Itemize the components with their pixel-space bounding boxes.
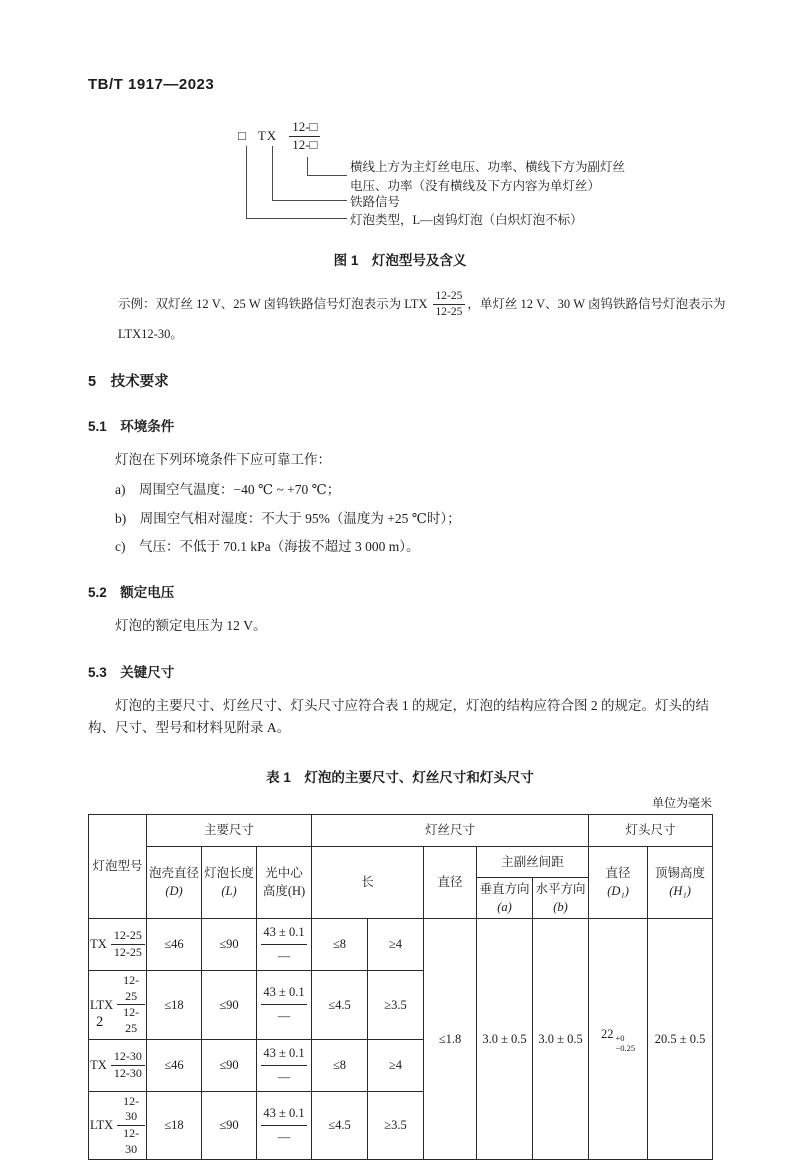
col-header-filament-length: 长	[312, 846, 424, 918]
table1-caption: 表 1 灯泡的主要尺寸、灯丝尺寸和灯头尺寸	[266, 769, 534, 785]
cell-length-main: ≤4.5	[312, 971, 368, 1039]
col-header-vertical-spacing	[477, 877, 533, 918]
model-fraction: $\frac{12-30}{12-30}$	[111, 1049, 145, 1081]
cell-length-main: ≤8	[312, 1039, 368, 1091]
cell-light-center-height: 43 ± 0.1 —	[257, 918, 312, 970]
example-line2: LTX12-30。	[118, 326, 183, 341]
cell-tip-height: 20.5 ± 0.5	[648, 918, 713, 1159]
section-5-2-body: 灯泡的额定电压为 12 V。	[115, 617, 267, 633]
example-line1	[118, 289, 726, 320]
group-header-cap-dimensions: 灯头尺寸	[589, 814, 713, 846]
cell-length-main: ≤8	[312, 918, 368, 970]
cell-length-sub: ≥4	[368, 918, 424, 970]
table1	[88, 814, 713, 1160]
label-lamp-type: 灯泡类型，L—卤钨灯泡（白炽灯泡不标）	[350, 213, 583, 227]
header-tip-var: (H₁)	[669, 884, 691, 899]
cell-model	[89, 1039, 147, 1091]
section-5-3-heading: 5.3 关键尺寸	[88, 665, 175, 681]
col-header-tip-height	[648, 846, 713, 918]
cell-length-sub: ≥4	[368, 1039, 424, 1091]
cell-length-sub: ≥3.5	[368, 1091, 424, 1159]
header-horiz-var: (b)	[553, 899, 568, 914]
header-lcl-var: 高度(H)	[262, 884, 306, 899]
cell-filament-diameter: ≤1.8	[424, 918, 477, 1159]
condition-item-b: b) 周围空气相对湿度：不大于 95%（温度为 +25 ℃时）；	[115, 510, 461, 526]
section-5-3-body: 灯泡的主要尺寸、灯丝尺寸、灯头尺寸应符合表 1 的规定，灯泡的结构应符合图 2 的规定。灯头的结构、尺寸、型号和材料见附录 A。	[88, 698, 709, 736]
section-5-1-intro: 灯泡在下列环境条件下应可靠工作：	[115, 451, 331, 467]
model-fraction: $\frac{12-25}{12-25}$	[117, 973, 145, 1036]
section-5-2-heading: 5.2 额定电压	[88, 584, 175, 600]
col-header-filament-spacing: 主副丝间距	[477, 846, 589, 877]
tolerance-stack: +0 −0.25	[615, 1032, 636, 1053]
figure1-diagram	[238, 113, 712, 235]
header-shell-dia-zh: 泡壳直径	[148, 866, 199, 881]
condition-item-a: a) 周围空气温度：−40 ℃ ~ +70 ℃；	[115, 482, 341, 498]
header-vert-zh: 垂直方向	[479, 881, 530, 896]
header-tip-zh: 顶锡高度	[655, 866, 706, 881]
cell-cap-diameter: 22 +0 −0.25	[589, 918, 648, 1159]
example-text-2: ，单灯丝 12 V、30 W 卤钨铁路信号灯泡表示为	[467, 297, 726, 312]
model-prefix: LTX	[90, 1118, 114, 1133]
header-bulb-len-zh: 灯泡长度	[203, 866, 254, 881]
group-header-filament-dimensions: 灯丝尺寸	[312, 814, 589, 846]
cell-horizontal-spacing: 3.0 ± 0.5	[533, 918, 589, 1159]
header-vert-var: (a)	[497, 899, 512, 914]
table-header-row-2	[89, 846, 713, 877]
cell-length-main: ≤4.5	[312, 1091, 368, 1159]
header-cap-dia-var: (D₁)	[607, 884, 629, 899]
col-header-shell-diameter	[147, 846, 202, 918]
label-filament-voltage-power	[350, 158, 625, 197]
cell-bulb-length: ≤90	[202, 918, 257, 970]
cell-shell-diameter: ≤46	[147, 1039, 202, 1091]
col-header-cap-diameter	[589, 846, 648, 918]
cell-length-sub: ≥3.5	[368, 971, 424, 1039]
example-fraction	[433, 289, 466, 320]
header-cap-dia-zh: 直径	[605, 866, 631, 881]
group-header-main-dimensions: 主要尺寸	[147, 814, 312, 846]
cell-model	[89, 1091, 147, 1159]
table-row	[89, 918, 713, 970]
page-number: 2	[96, 1014, 104, 1030]
header-horiz-zh: 水平方向	[535, 881, 586, 896]
cell-shell-diameter: ≤18	[147, 1091, 202, 1159]
col-header-bulb-length	[202, 846, 257, 918]
table1-unit-note: 单位为毫米	[651, 795, 712, 810]
cell-light-center-height: 43 ± 0.1 —	[257, 1039, 312, 1091]
cell-shell-diameter: ≤46	[147, 918, 202, 970]
fraction-numerator: 12-□	[289, 119, 320, 137]
condition-item-c: c) 气压：不低于 70.1 kPa（海拔不超过 3 000 m）。	[115, 539, 420, 555]
cell-bulb-length: ≤90	[202, 971, 257, 1039]
table-header-row-1	[89, 814, 713, 846]
col-header-light-center-height	[257, 846, 312, 918]
cell-bulb-length: ≤90	[202, 1091, 257, 1159]
header-lcl-zh: 光中心	[265, 866, 303, 881]
col-header-model: 灯泡型号	[89, 814, 147, 918]
model-prefix: TX	[90, 1058, 107, 1073]
example-fraction-numerator: 12-25	[433, 289, 466, 305]
fraction-denominator: 12-□	[292, 136, 318, 152]
cell-shell-diameter: ≤18	[147, 971, 202, 1039]
col-header-horizontal-spacing	[533, 877, 589, 918]
example-text-1: 示例：双灯丝 12 V、25 W 卤钨铁路信号灯泡表示为 LTX	[118, 297, 431, 312]
col-header-filament-diameter: 直径	[424, 846, 477, 918]
cell-vertical-spacing: 3.0 ± 0.5	[477, 918, 533, 1159]
model-prefix: TX	[90, 937, 107, 952]
figure1-caption: 图 1 灯泡型号及含义	[333, 253, 467, 268]
model-prefix: LTX	[90, 997, 114, 1012]
model-prefix: TX	[257, 128, 278, 144]
header-bulb-len-var: (L)	[221, 884, 237, 899]
cell-bulb-length: ≤90	[202, 1039, 257, 1091]
section-5-heading: 5 技术要求	[88, 373, 169, 390]
doc-number: TB/T 1917—2023	[88, 76, 215, 93]
header-shell-dia-var: (D)	[165, 884, 183, 899]
model-fraction: $\frac{12-25}{12-25}$	[111, 928, 145, 960]
type-placeholder-box: □	[238, 128, 246, 144]
section-5-1-heading: 5.1 环境条件	[88, 418, 175, 434]
cell-light-center-height: 43 ± 0.1 —	[257, 971, 312, 1039]
cell-model	[89, 918, 147, 970]
cell-light-center-height: 43 ± 0.1 —	[257, 1091, 312, 1159]
example-fraction-denominator: 12-25	[435, 305, 463, 318]
connector-line-type	[246, 146, 347, 219]
label-filament-line2: 电压、功率（没有横线及下方内容为单灯丝）	[350, 179, 601, 194]
example-block	[118, 289, 726, 344]
label-railway-signal: 铁路信号	[350, 195, 401, 209]
model-fraction: $\frac{12-30}{12-30}$	[117, 1094, 145, 1157]
label-filament-line1: 横线上方为主灯丝电压、功率、横线下方为副灯丝	[350, 160, 626, 174]
